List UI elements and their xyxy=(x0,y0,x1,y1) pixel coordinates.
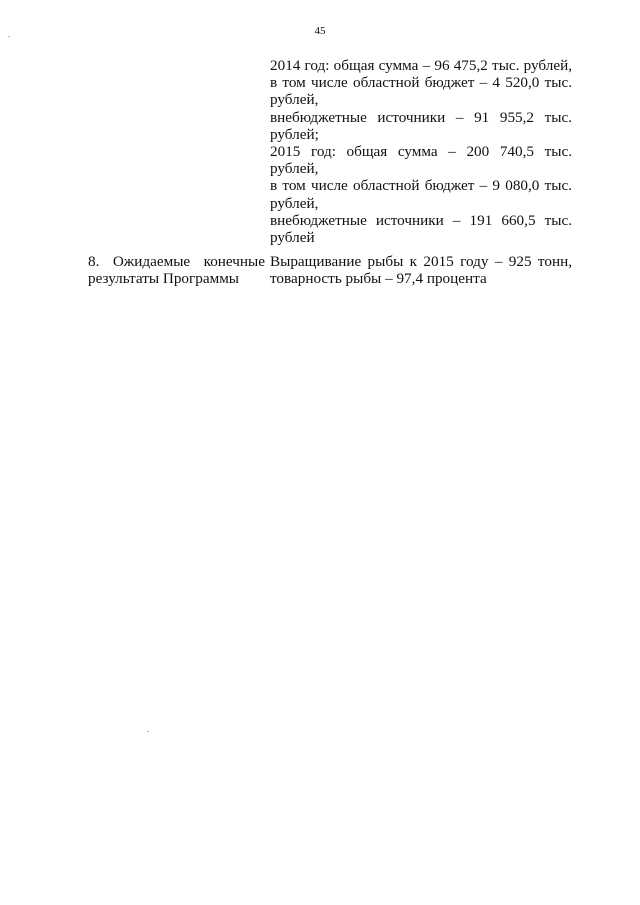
row8-value-line: товарность рыбы – 97,4 процента xyxy=(270,270,487,288)
row8-label-line: 8. Ожидаемые конечные xyxy=(88,253,265,270)
funding-line: внебюджетные источники – 191 660,5 тыс. xyxy=(270,211,572,229)
row8-label-line: результаты Программы xyxy=(88,270,240,288)
funding-line: в том числе областной бюджет – 9 080,0 тыс. xyxy=(270,177,572,195)
row8-value-cell xyxy=(270,253,572,287)
funding-line: рублей; xyxy=(270,125,319,143)
scan-speck xyxy=(147,731,149,732)
funding-line: рублей xyxy=(270,229,315,247)
funding-line: рублей, xyxy=(270,194,319,212)
funding-line: рублей, xyxy=(270,160,319,178)
funding-line: 2015 год: общая сумма – 200 740,5 тыс. xyxy=(270,143,572,161)
funding-line: внебюджетные источники – 91 955,2 тыс. xyxy=(270,108,572,126)
funding-line: 2014 год: общая сумма – 96 475,2 тыс. рублей, xyxy=(270,57,572,74)
row8-label-cell xyxy=(88,253,265,287)
funding-line: в том числе областной бюджет – 4 520,0 тыс. xyxy=(270,74,572,92)
funding-cell xyxy=(270,57,572,246)
page-number: 45 xyxy=(314,25,326,37)
funding-line: рублей, xyxy=(270,91,319,109)
scan-speck xyxy=(8,36,10,37)
row8-value-line: Выращивание рыбы к 2015 году – 925 тонн, xyxy=(270,253,572,270)
